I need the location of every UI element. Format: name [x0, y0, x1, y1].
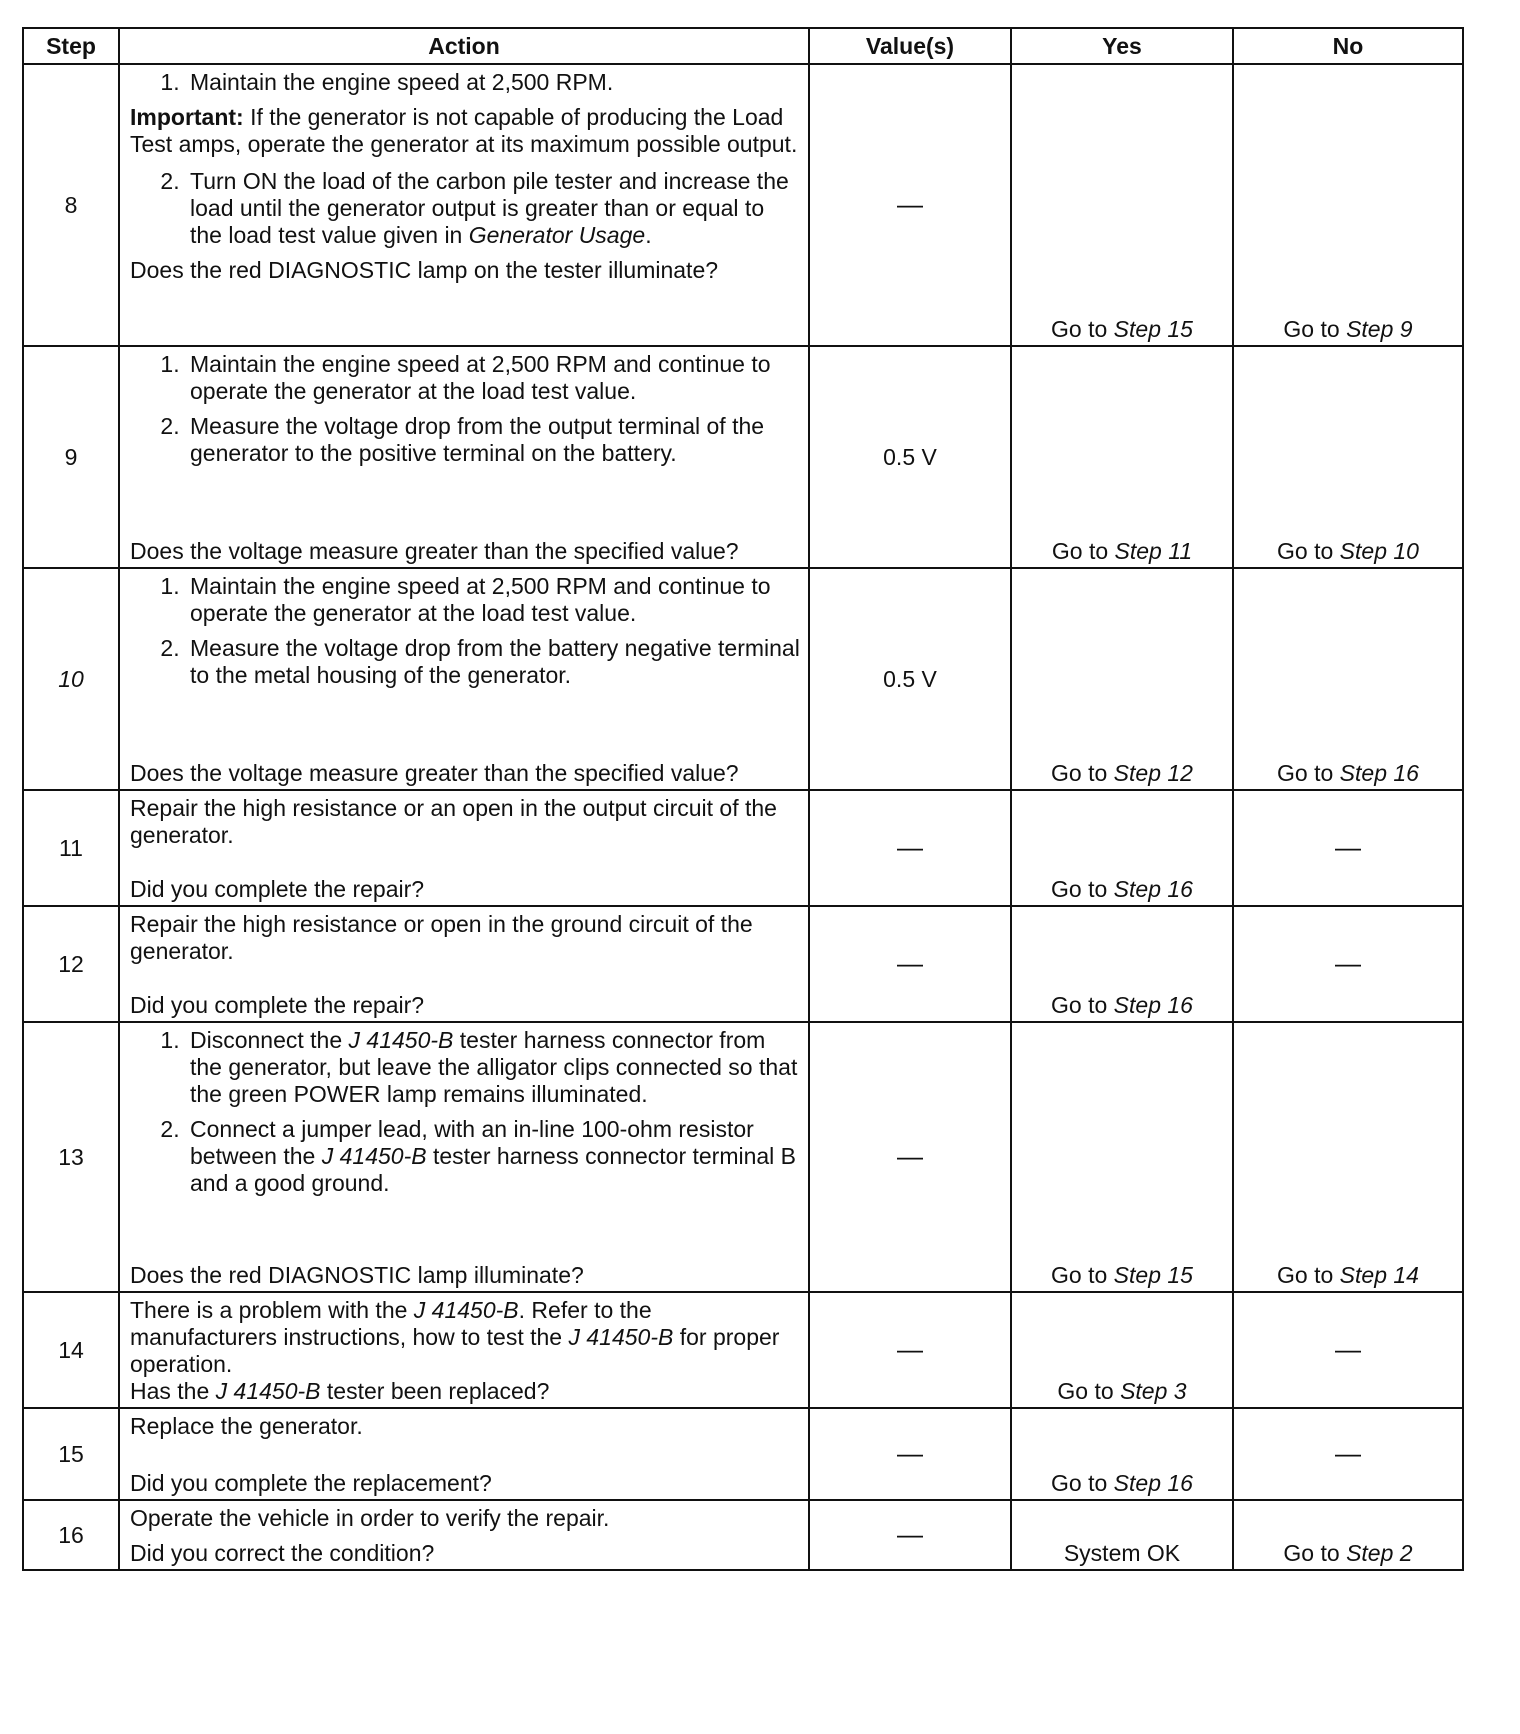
action-cell — [119, 906, 809, 1022]
step-number: 10 — [23, 568, 119, 790]
table-row — [23, 1500, 1463, 1570]
action-cell — [119, 1022, 809, 1292]
question: Did you complete the repair? — [130, 876, 425, 902]
header-step: Step — [23, 28, 119, 64]
yes-step-ref: Step 16 — [1113, 1470, 1193, 1496]
header-action: Action — [119, 28, 809, 64]
tool-ref: J 41450-B — [568, 1324, 674, 1350]
no-step-ref: Step 9 — [1346, 316, 1413, 342]
header-no: No — [1233, 28, 1463, 64]
yes-cell: Go to Step 15 — [1011, 64, 1233, 346]
question: Did you correct the condition? — [130, 1540, 435, 1566]
step-number: 13 — [23, 1022, 119, 1292]
no-cell: Go to Step 16 — [1233, 568, 1463, 790]
no-cell: — — [1233, 790, 1463, 906]
yes-step-ref: Step 11 — [1114, 538, 1193, 564]
no-step-ref: Step 10 — [1339, 538, 1419, 564]
action-item: 1. Maintain the engine speed at 2,500 RPM and continue to operate the generator at the load test value. — [186, 573, 800, 627]
yes-cell: Go to Step 15 — [1011, 1022, 1233, 1292]
yes-step-ref: Step 15 — [1113, 1262, 1193, 1288]
important-label: Important: — [130, 104, 244, 130]
question: Does the red DIAGNOSTIC lamp illuminate? — [130, 1262, 584, 1288]
yes-cell: Go to Step 16 — [1011, 906, 1233, 1022]
action-cell — [119, 1408, 809, 1500]
yes-step-ref: Step 15 — [1113, 316, 1193, 342]
yes-cell: Go to Step 11 — [1011, 346, 1233, 568]
step-number: 14 — [23, 1292, 119, 1408]
action-cell — [119, 1500, 809, 1570]
action-item: 1. Maintain the engine speed at 2,500 RPM and continue to operate the generator at the load test value. — [186, 351, 800, 405]
no-step-ref: Step 16 — [1339, 760, 1419, 786]
value-cell: — — [809, 1022, 1011, 1292]
header-values: Value(s) — [809, 28, 1011, 64]
value-cell: 0.5 V — [809, 346, 1011, 568]
table-row — [23, 1292, 1463, 1408]
yes-cell: Go to Step 16 — [1011, 1408, 1233, 1500]
reference-link: Generator Usage — [468, 222, 646, 248]
question: Did you complete the replacement? — [130, 1470, 492, 1496]
action-item: 1. Maintain the engine speed at 2,500 RPM. — [186, 69, 800, 96]
action-text: There is a problem with the J 41450-B. Refer to the manufacturers instructions, how to test the J 41450-B for proper operation. — [130, 1297, 780, 1377]
no-cell: — — [1233, 1292, 1463, 1408]
diagnostic-table — [22, 27, 1464, 1571]
value-cell: — — [809, 1292, 1011, 1408]
action-text: Repair the high resistance or an open in the output circuit of the generator. — [130, 795, 777, 848]
table-row — [23, 568, 1463, 790]
important-note: Important: If the generator is not capable of producing the Load Test amps, operate the generator at its maximum possible output. — [130, 104, 798, 157]
action-cell — [119, 64, 809, 346]
table-row — [23, 790, 1463, 906]
table-row — [23, 906, 1463, 1022]
action-text: Operate the vehicle in order to verify the repair. — [130, 1505, 610, 1531]
yes-cell: Go to Step 16 — [1011, 790, 1233, 906]
action-item: 2. Turn ON the load of the carbon pile tester and increase the load until the generator output is greater than or equal to the load test value given in Generator Usage. — [186, 168, 800, 249]
action-item: 1. Disconnect the J 41450-B tester harness connector from the generator, but leave the alligator clips connected so that the green POWER lamp remains illuminated. — [186, 1027, 800, 1108]
value-cell: 0.5 V — [809, 568, 1011, 790]
no-step-ref: Step 14 — [1339, 1262, 1419, 1288]
step-number: 11 — [23, 790, 119, 906]
value-cell: — — [809, 906, 1011, 1022]
no-cell: — — [1233, 906, 1463, 1022]
no-cell: Go to Step 10 — [1233, 346, 1463, 568]
value-cell: — — [809, 790, 1011, 906]
header-row — [23, 28, 1463, 64]
table-row — [23, 346, 1463, 568]
question: Does the voltage measure greater than the specified value? — [130, 538, 739, 564]
yes-step-ref: Step 3 — [1120, 1378, 1187, 1404]
yes-cell: Go to Step 3 — [1011, 1292, 1233, 1408]
tool-ref: J 41450-B — [413, 1297, 519, 1323]
action-cell — [119, 790, 809, 906]
no-step-ref: Step 2 — [1346, 1540, 1413, 1566]
action-item: 2. Connect a jumper lead, with an in-line 100-ohm resistor between the J 41450-B tester harness connector terminal B and a good ground. — [186, 1116, 800, 1197]
table-row — [23, 1022, 1463, 1292]
no-cell: — — [1233, 1408, 1463, 1500]
no-cell: Go to Step 2 — [1233, 1500, 1463, 1570]
action-cell — [119, 346, 809, 568]
value-cell: — — [809, 1408, 1011, 1500]
action-text: Repair the high resistance or open in the ground circuit of the generator. — [130, 911, 753, 964]
step-number: 15 — [23, 1408, 119, 1500]
question: Does the voltage measure greater than the specified value? — [130, 760, 739, 786]
question: Does the red DIAGNOSTIC lamp on the tester illuminate? — [130, 257, 719, 283]
no-cell: Go to Step 9 — [1233, 64, 1463, 346]
no-cell: Go to Step 14 — [1233, 1022, 1463, 1292]
action-cell — [119, 568, 809, 790]
yes-step-ref: Step 16 — [1113, 992, 1193, 1018]
table-row — [23, 1408, 1463, 1500]
question: Has the J 41450-B tester been replaced? — [130, 1378, 550, 1404]
yes-step-ref: Step 16 — [1113, 876, 1193, 902]
step-number: 12 — [23, 906, 119, 1022]
value-cell: — — [809, 64, 1011, 346]
step-number: 16 — [23, 1500, 119, 1570]
yes-cell: System OK — [1011, 1500, 1233, 1570]
action-cell — [119, 1292, 809, 1408]
tool-ref: J 41450-B — [348, 1027, 454, 1053]
table-row — [23, 64, 1463, 346]
yes-step-ref: Step 12 — [1113, 760, 1193, 786]
step-number: 8 — [23, 64, 119, 346]
value-cell: — — [809, 1500, 1011, 1570]
question: Did you complete the repair? — [130, 992, 425, 1018]
yes-cell: Go to Step 12 — [1011, 568, 1233, 790]
step-number: 9 — [23, 346, 119, 568]
header-yes: Yes — [1011, 28, 1233, 64]
action-text: Replace the generator. — [130, 1413, 363, 1439]
action-item: 2. Measure the voltage drop from the battery negative terminal to the metal housing of the generator. — [186, 635, 800, 689]
tool-ref: J 41450-B — [215, 1378, 321, 1404]
action-item: 2. Measure the voltage drop from the output terminal of the generator to the positive terminal on the battery. — [186, 413, 800, 467]
tool-ref: J 41450-B — [321, 1143, 427, 1169]
